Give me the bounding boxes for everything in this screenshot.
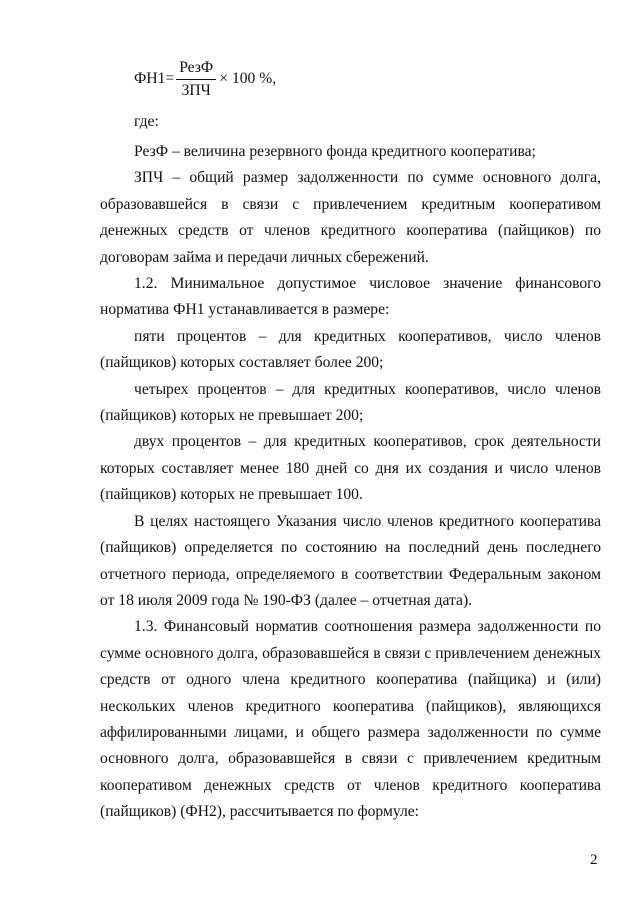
paragraph-1-3: 1.3. Финансовый норматив соотношения размера задолженности по сумме основного долга, образовавшейся в связи с привлечением денежных средств от одного члена кредитного кооператива (пайщика) и (или) нескольких членов кредитного кооператива (пайщиков), являющихся аффилированными лицами, и общего размера задолженности по сумме основного долга, образовавшейся в связи с привлечением кредитным кооперативом денежных средств от членов кредитного кооператива (пайщиков) (ФН2), рассчитывается по формуле:	[100, 618, 601, 821]
paragraph-two-percent: двух процентов – для кредитных кооперативов, срок деятельности которых составляет менее 180 дней со дня их создания и число членов (пайщиков) которых не превышает 100.	[100, 433, 601, 504]
formula-lhs: ФН1=	[134, 70, 175, 87]
formula-numerator: РезФ	[176, 58, 216, 80]
formula-denominator: ЗПЧ	[181, 81, 211, 99]
paragraph-1-2: 1.2. Минимальное допустимое числовое значение финансового норматива ФН1 устанавливается в размере:	[100, 275, 601, 319]
formula-rhs: × 100 %,	[219, 70, 277, 87]
paragraph-zpch-definition: ЗПЧ – общий размер задолженности по сумме основного долга, образовавшейся в связи с привлечением кредитным кооперативом денежных средств от членов кредитного кооператива (пайщиков) по договорам займа и передачи личных сбережений.	[100, 169, 601, 266]
paragraph-rezf-definition: РезФ – величина резервного фонда кредитного кооператива;	[134, 143, 536, 160]
paragraph-four-percent: четырех процентов – для кредитных кооперативов, число членов (пайщиков) которых не превышает 200;	[100, 380, 601, 425]
paragraph-five-percent: пяти процентов – для кредитных кооперативов, число членов (пайщиков) которых составляет более 200;	[100, 327, 601, 372]
formula-fn1	[134, 54, 276, 104]
paragraph-reporting-date: В целях настоящего Указания число членов кредитного кооператива (пайщиков) определяется по состоянию на последний день последнего отчетного периода, определяемого в соответствии Федеральным законом от 18 июля 2009 года № 190-ФЗ (далее – отчетная дата).	[100, 512, 601, 609]
body-text	[100, 139, 601, 826]
where-label: где:	[134, 113, 159, 130]
page-number: 2	[590, 852, 598, 868]
formula-fraction	[176, 58, 216, 101]
